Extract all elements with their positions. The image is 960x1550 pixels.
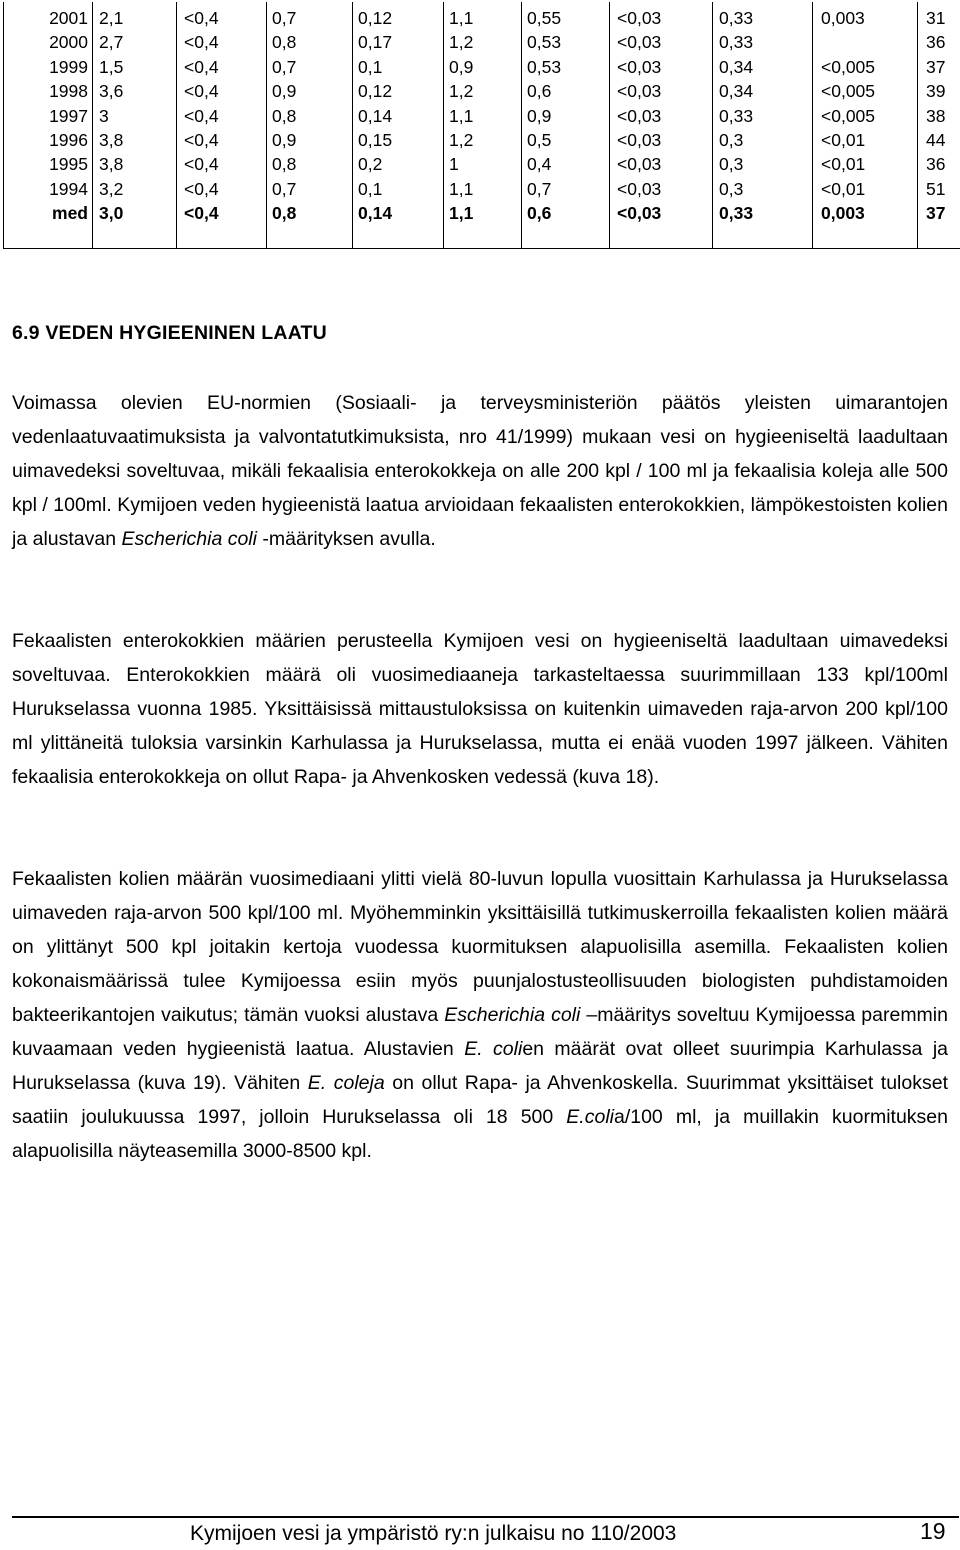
table-col-1 [93,2,177,249]
paragraph-3 [12,862,948,1168]
table-cell: <0,4 [184,178,219,199]
table-cell: <0,005 [821,81,876,102]
paragraph-3-text-c: en määrät ovat olleet suurimpia Karhulassa ja Hurukselassa (kuva 19). Vähiten [12,1038,949,1094]
footer-divider [12,1516,959,1518]
footer-title: Kymijoen vesi ja ympäristö ry:n julkaisu no 110/2003 [190,1522,677,1545]
table-cell: 1997 [49,105,88,126]
table-cell: <0,03 [617,129,662,150]
table-cell: <0,4 [184,81,219,102]
paragraph-3-text-d: on ollut Rapa- ja Ahvenkoskella. Suurimmat yksittäiset tulokset saatiin joulukuussa 1997, jolloin Hurukselassa oli 18 500 [12,1072,948,1128]
paragraph-1 [12,386,948,556]
table-cell: med [52,203,88,224]
table-cell: 1996 [49,129,88,150]
table-cell: 36 [926,154,946,175]
table-cell: 1,1 [449,105,474,126]
table-cell: 37 [926,56,946,77]
data-table [3,2,960,249]
table-cell: 0,34 [719,56,754,77]
table-cell: 0,3 [719,129,744,150]
table-cell: <0,005 [821,105,876,126]
table-cell: 0,33 [719,32,754,53]
paragraph-1-text-b: -määrityksen avulla. [256,528,436,550]
section-heading: 6.9 VEDEN HYGIEENINEN LAATU [12,322,327,344]
table-cell: 36 [926,32,946,53]
table-cell: 0,17 [358,32,393,53]
paragraph-3-italic-4: E.coli [566,1106,614,1128]
table-cell: 1 [449,154,459,175]
paragraph-3-text-a: Fekaalisten kolien määrän vuosimediaani ylitti vielä 80-luvun lopulla vuosittain Karhulassa ja Hurukselassa uimaveden raja-arvon 500 kpl/100 ml. Myöhemminkin yksittäisillä tutkimuskerroilla fekaalisten kolien määrä on ylittänyt 500 kpl joitakin kertoja vuodessa kuormituksen alapuolisilla asemilla. Fekaalisten kolien kokonaismäärissä tulee Kymijoessa esiin myös puunjalostusteollisuuden biologisten puhdistamoiden bakteerikantojen vaikutus; tämän vuoksi alustava [12,868,948,1026]
table-cell: 44 [926,129,946,150]
table-cell: 0,6 [527,81,552,102]
table-cell: 51 [926,178,946,199]
table-cell: 0,9 [527,105,552,126]
table-cell: 0,33 [719,203,754,224]
table-cell: <0,03 [617,32,662,53]
table-cell: 0,53 [527,32,562,53]
table-cell: 0,003 [821,203,865,224]
table-cell: 0,4 [527,154,552,175]
table-cell: 2,7 [99,32,124,53]
table-cell: 31 [926,8,946,28]
paragraph-1-text-a: Voimassa olevien EU-normien (Sosiaali- ja terveysministeriön päätös yleisten uimarantojen vedenlaatuvaatimuksista ja valvontatutkimuksista, nro 41/1999) mukaan vesi on hygieeniseltä laadultaan uimavedeksi soveltuvaa, mikäli fekaalisia enterokokkeja on alle 200 kpl / 100 ml ja fekaalisia koleja alle 500 kpl / 100ml. Kymijoen veden hygieenistä laatua arvioidaan fekaalisten enterokokkien, lämpökestoisten kolien ja alustavan [12,392,948,550]
table-cell: 1999 [49,56,88,77]
table-cell: <0,4 [184,56,219,77]
table-cell: 2,1 [99,8,124,28]
table-cell: 0,33 [719,8,754,28]
table-cell: 0,3 [719,178,744,199]
table-cell: 3,8 [99,129,124,150]
table-cell: 0,6 [527,203,552,224]
page-number: 19 [920,1518,946,1544]
table-col-7 [610,2,713,249]
table-cell [821,30,917,54]
table-cell: <0,4 [184,154,219,175]
paragraph-2: Fekaalisten enterokokkien määrien perusteella Kymijoen vesi on hygieeniseltä laadultaan uimavedeksi soveltuvaa. Enterokokkien määrä oli vuosimediaaneja tarkasteltaessa suurimmillaan 133 kpl/100ml Hurukselassa vuonna 1985. Yksittäisissä mittaustuloksissa on kuitenkin uimaveden raja-arvon 200 kpl/100 ml ylittäneitä tuloksia varsinkin Karhulassa ja Hurukselassa, mutta ei enää vuoden 1997 jälkeen. Vähiten fekaalisia enterokokkeja on ollut Rapa- ja Ahvenkosken vedessä (kuva 18). [12,630,948,788]
table-cell: 3 [99,105,109,126]
table-col-4 [353,2,444,249]
table-col-6 [522,2,610,249]
table-cell: 1,1 [449,203,474,224]
table-cell: 0,8 [272,105,297,126]
table-col-2 [177,2,267,249]
table-cell: 0,8 [272,32,297,53]
table-cell: 0,15 [358,129,393,150]
paragraph-3-text-b: –määritys soveltuu Kymijoessa paremmin kuvaamaan veden hygieenistä laatua. Alustavien [12,1004,948,1060]
table-cell: <0,4 [184,8,219,28]
table-cell: 0,9 [449,56,474,77]
table-cell: <0,01 [821,154,866,175]
table-cell: 0,1 [358,56,383,77]
paragraph-3-italic-2: E. coli [464,1038,523,1060]
table-cell: 0,9 [272,129,297,150]
table-col-5 [444,2,522,249]
table-cell: 38 [926,105,946,126]
table-cell: <0,4 [184,105,219,126]
table-cell: 0,14 [358,105,393,126]
table-cell: 1994 [49,178,88,199]
table-cell: 37 [926,203,946,224]
paragraph-3-text-e: a/100 ml, ja muillakin kuormituksen alapuolisilla näyteasemilla 3000-8500 kpl. [12,1106,948,1162]
table-col-3 [267,2,353,249]
table-cell: 0,7 [272,8,297,28]
table-cell: 0,55 [527,8,562,28]
table-cell: <0,03 [617,203,662,224]
table-cell: <0,03 [617,154,662,175]
table-cell: <0,01 [821,129,866,150]
table-cell: 0,8 [272,154,297,175]
table-cell: <0,03 [617,8,662,28]
table-cell: 0,7 [272,178,297,199]
table-cell: 3,6 [99,81,124,102]
table-cell: 1,2 [449,81,474,102]
table-cell: <0,4 [184,129,219,150]
table-col-9 [813,2,918,249]
paragraph-1-italic: Escherichia coli [121,528,257,550]
table-cell: 0,003 [821,8,865,28]
table-cell: 1,2 [449,129,474,150]
table-cell: 0,53 [527,56,562,77]
table-cell: <0,01 [821,178,866,199]
table-cell: 0,12 [358,81,393,102]
table-cell: 3,0 [99,203,124,224]
table-cell: 2001 [49,8,88,28]
table-cell: <0,4 [184,32,219,53]
table-cell: 0,9 [272,81,297,102]
table-col-10 [918,2,960,249]
table-cell: 3,2 [99,178,124,199]
table-cell: 0,7 [272,56,297,77]
table-cell: 0,14 [358,203,393,224]
table-cell: 1,1 [449,8,474,28]
table-cell: 3,8 [99,154,124,175]
table-cell: <0,03 [617,81,662,102]
table-cell: <0,03 [617,105,662,126]
table-cell: 0,7 [527,178,552,199]
table-cell: 0,12 [358,8,393,28]
table-cell: 1,2 [449,32,474,53]
table-cell: 0,8 [272,203,297,224]
table-cell: 0,2 [358,154,383,175]
table-cell: 39 [926,81,946,102]
table-cell: <0,005 [821,56,876,77]
table-cell: <0,03 [617,56,662,77]
table-cell: 1,1 [449,178,474,199]
table-col-8 [713,2,813,249]
paragraph-3-italic-3: E. coleja [307,1072,385,1094]
table-cell: 1995 [49,154,88,175]
table-cell: 1998 [49,81,88,102]
table-cell: 0,34 [719,81,754,102]
table-cell: 0,3 [719,154,744,175]
table-cell: 2000 [49,32,88,53]
table-cell: 0,1 [358,178,383,199]
paragraph-3-italic-1: Escherichia coli [444,1004,581,1026]
table-cell: 1,5 [99,56,124,77]
table-col-year [4,2,93,249]
table-cell: 0,5 [527,129,552,150]
table-cell: <0,03 [617,178,662,199]
table-cell: 0,33 [719,105,754,126]
table-cell: <0,4 [184,203,219,224]
table-row [4,2,960,249]
